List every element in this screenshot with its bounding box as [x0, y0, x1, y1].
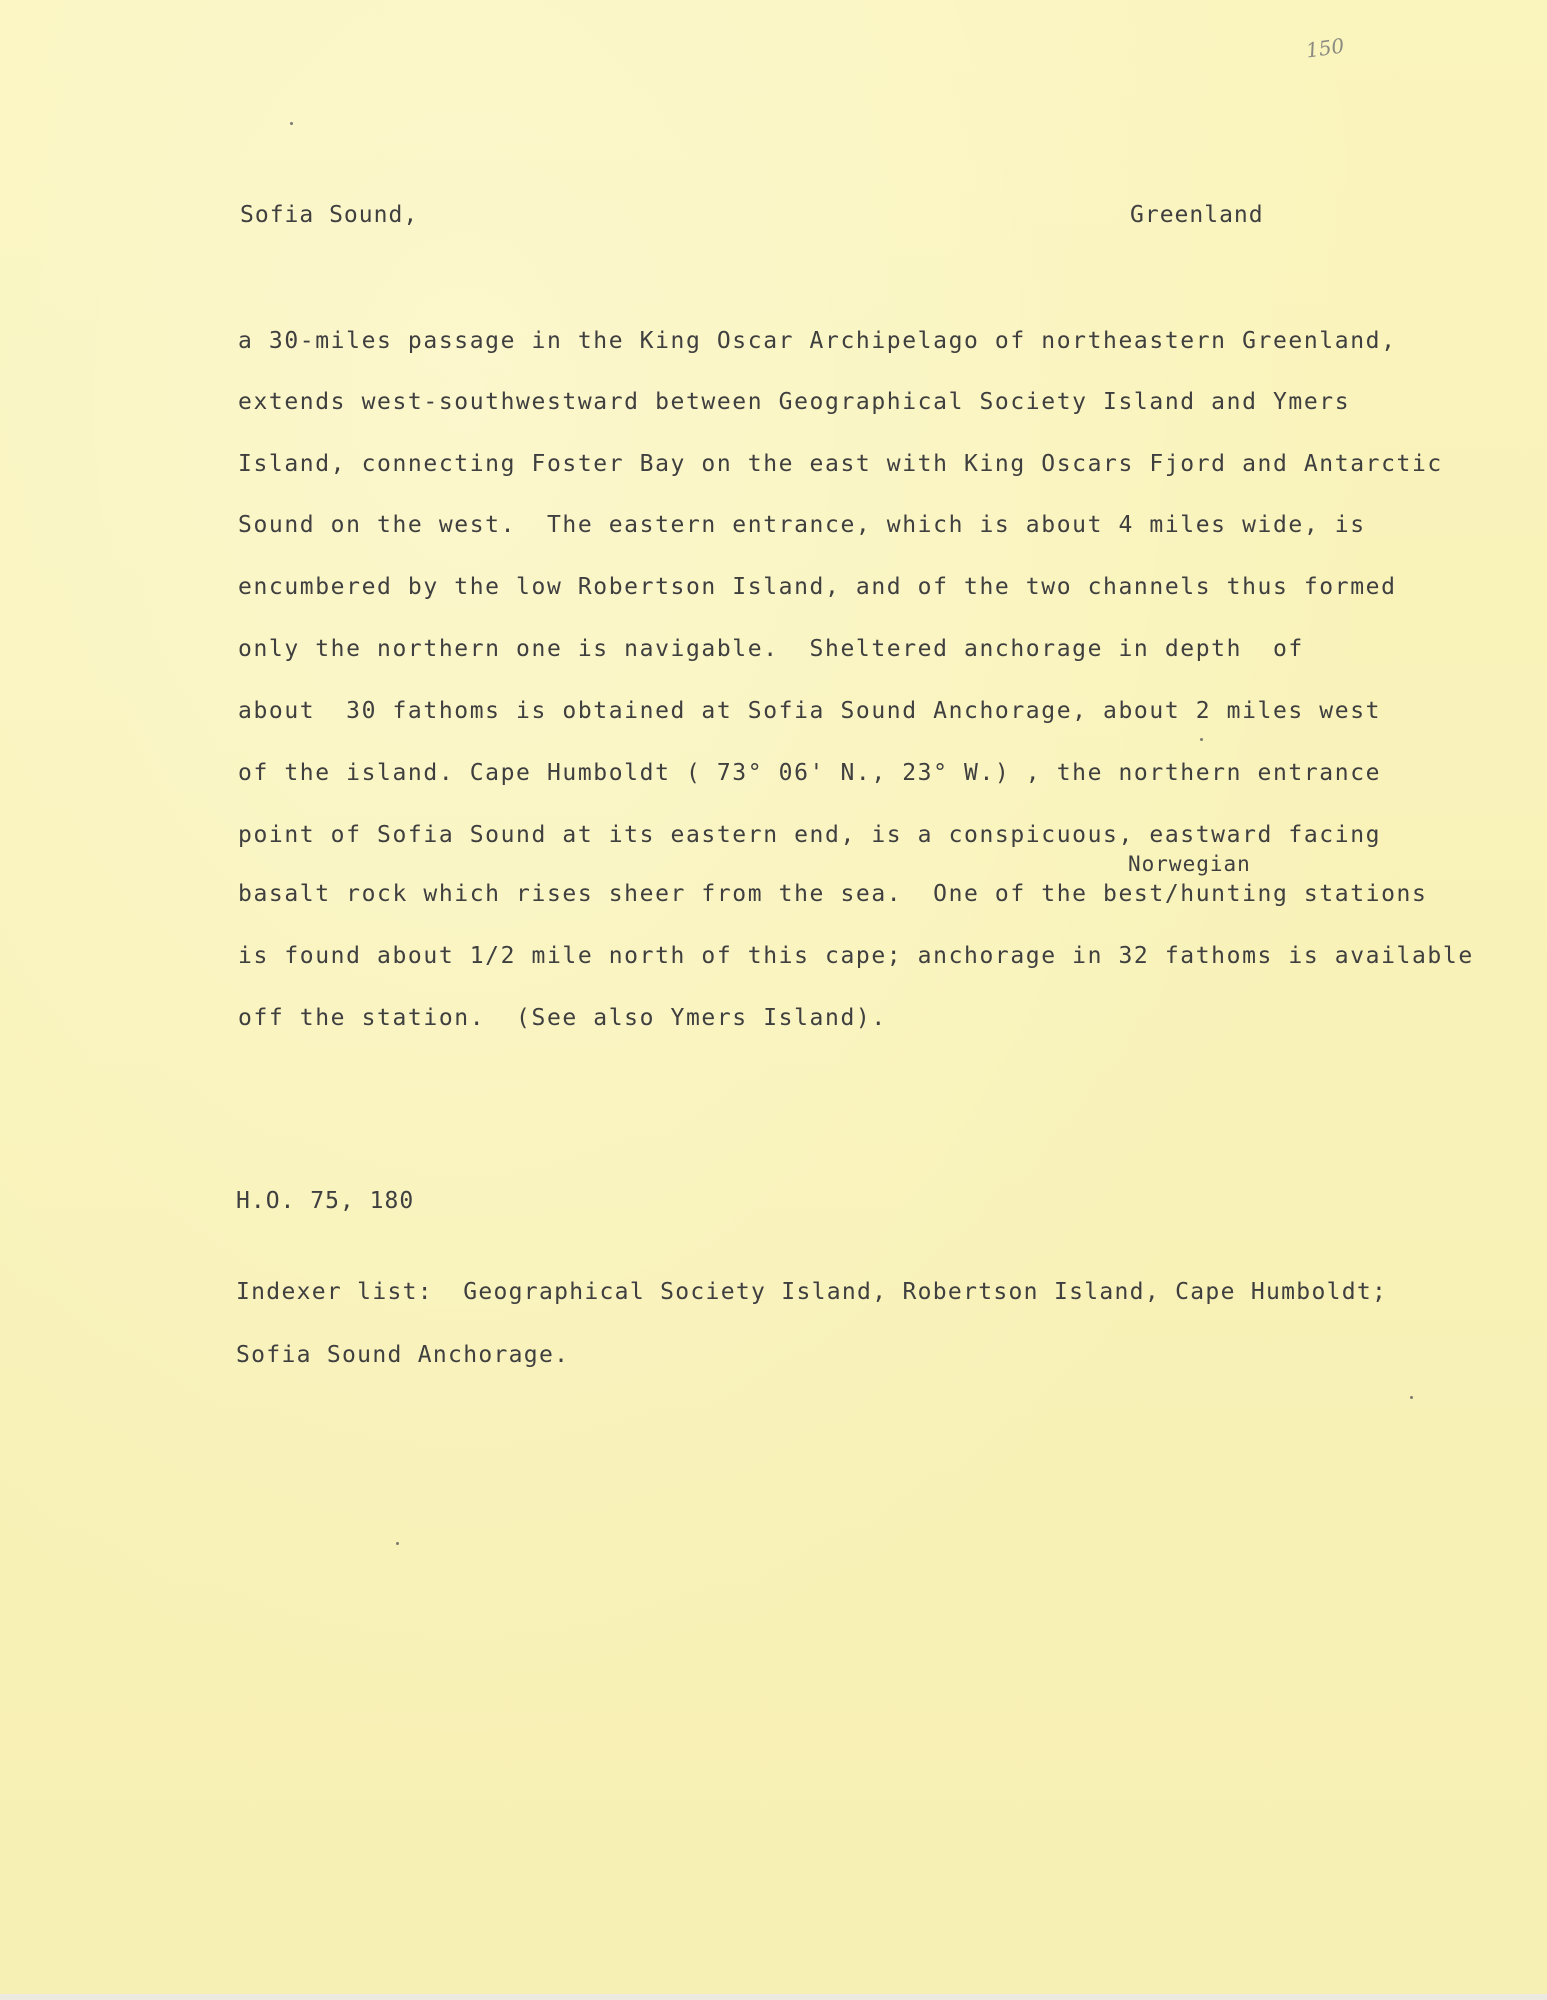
body-line-1: a 30-miles passage in the King Oscar Archipelago of northeastern Greenland,: [238, 328, 1397, 354]
page-number: 150: [1304, 33, 1346, 63]
paper-speck: [396, 1542, 399, 1545]
body-line-10: basalt rock which rises sheer from the sea. One of the best/hunting stations: [238, 881, 1428, 907]
source-reference: H.O. 75, 180: [236, 1188, 415, 1214]
paper-speck: [1200, 738, 1203, 741]
body-line-2: extends west-southwestward between Geographical Society Island and Ymers: [238, 389, 1351, 415]
indexer-list-line-2: Sofia Sound Anchorage.: [236, 1342, 570, 1368]
body-line-12: off the station. (See also Ymers Island).: [238, 1005, 887, 1031]
page-edge: [0, 1994, 1547, 2000]
entry-title: Sofia Sound,: [240, 202, 419, 228]
body-line-11: is found about 1/2 mile north of this cape; anchorage in 32 fathoms is available: [238, 943, 1474, 969]
indexer-list-line-1: Indexer list: Geographical Society Island, Robertson Island, Cape Humboldt;: [236, 1279, 1388, 1305]
body-line-3: Island, connecting Foster Bay on the east with King Oscars Fjord and Antarctic: [238, 451, 1443, 477]
entry-region: Greenland: [1130, 202, 1264, 228]
body-line-9: point of Sofia Sound at its eastern end, is a conspicuous, eastward facing: [238, 822, 1382, 848]
body-line-6: only the northern one is navigable. Sheltered anchorage in depth of: [238, 636, 1304, 662]
body-line-7: about 30 fathoms is obtained at Sofia Sound Anchorage, about 2 miles west: [238, 698, 1382, 724]
handwritten-insertion: Norwegian: [1128, 852, 1251, 876]
body-line-4: Sound on the west. The eastern entrance, which is about 4 miles wide, is: [238, 512, 1366, 538]
paper-speck: [290, 122, 293, 125]
body-line-8: of the island. Cape Humboldt ( 73° 06' N., 23° W.) , the northern entrance: [238, 760, 1382, 786]
paper-speck: [1410, 1396, 1413, 1399]
body-line-5: encumbered by the low Robertson Island, and of the two channels thus formed: [238, 574, 1397, 600]
